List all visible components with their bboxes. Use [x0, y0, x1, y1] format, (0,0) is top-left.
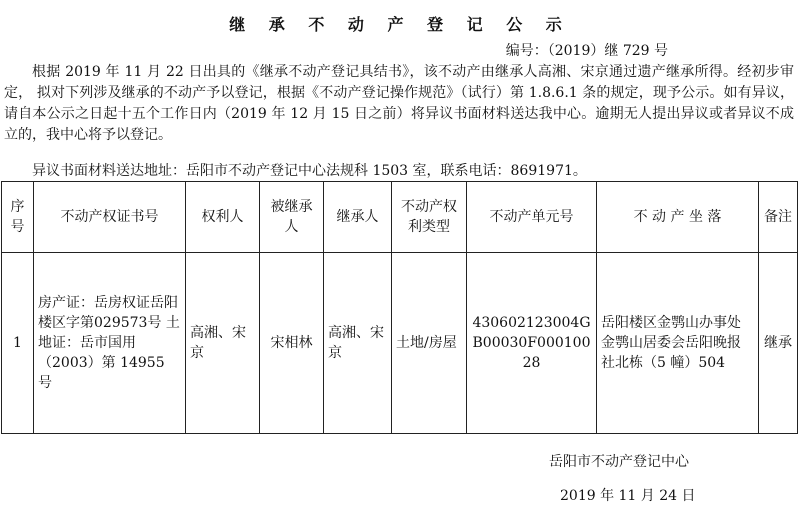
header-heir: 继承人: [324, 182, 392, 253]
objection-address: 异议书面材料送达地址：岳阳市不动产登记中心法规科 1503 室，联系电话：8691971。: [32, 163, 587, 179]
cell-unit-number: 430602123004GB00030F00010028: [467, 253, 597, 434]
cell-certificate: 房产证：岳房权证岳阳楼区字第029573号 土地证：岳市国用（2003）第 14955 号: [34, 253, 186, 434]
cell-heir: 高湘、宋京: [324, 253, 392, 434]
header-unit-number: 不动产单元号: [467, 182, 597, 253]
header-index: 序号: [2, 182, 34, 253]
header-location: 不 动 产 坐 落: [597, 182, 759, 253]
header-certificate: 不动产权证书号: [34, 182, 186, 253]
header-right-holder: 权利人: [186, 182, 260, 253]
cell-right-holder: 高湘、宋京: [186, 253, 260, 434]
cell-location: 岳阳楼区金鹗山办事处金鹗山居委会岳阳晚报社北栋（5 幢）504: [597, 253, 759, 434]
cell-right-type: 土地/房屋: [392, 253, 467, 434]
document-number: 编号：（2019）继 729 号: [505, 43, 668, 59]
cell-deceased: 宋相林: [260, 253, 324, 434]
page-title: 继 承 不 动 产 登 记 公 示: [229, 15, 571, 34]
signature-date: 2019 年 11 月 24 日: [560, 488, 696, 504]
property-table: [1, 181, 798, 434]
header-note: 备注: [759, 182, 798, 253]
table-row: [2, 253, 798, 434]
signature-organization: 岳阳市不动产登记中心: [549, 454, 689, 470]
header-deceased: 被继承人: [260, 182, 324, 253]
notice-paragraph: 根据 2019 年 11 月 22 日出具的《继承不动产登记具结书》，该不动产由继承人高湘、宋京通过遗产继承所得。经初步审定， 拟对下列涉及继承的不动产予以登记，根据《不动产登记操作规范》（试行）第 1.8.6.1 条的规定，现予公示。如有异议，请自本公示之日起十五个工作日内（2019 年 12 月 15 日之前）将异议书面材料送达我中心。逾期无人提出异议或者异议不成立的，我中心将予以登记。: [4, 64, 794, 143]
cell-index: 1: [2, 253, 34, 434]
table-header-row: [2, 182, 798, 253]
header-right-type: 不动产权利类型: [392, 182, 467, 253]
cell-note: 继承: [759, 253, 798, 434]
